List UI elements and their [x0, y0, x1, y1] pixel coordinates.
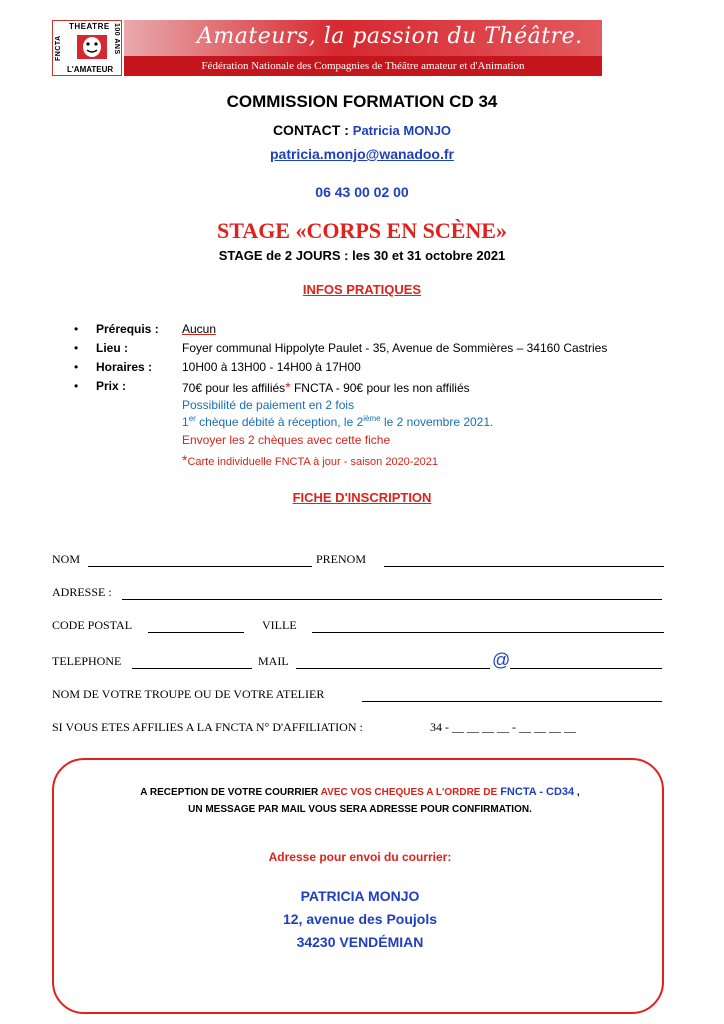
adresse-field[interactable]	[122, 599, 662, 600]
info-value	[182, 379, 470, 395]
carte-text: Carte individuelle FNCTA à jour - saison 2020-2021	[187, 456, 438, 468]
commission-title: COMMISSION FORMATION CD 34	[226, 92, 498, 111]
mailing-notice-box	[52, 758, 664, 1014]
cheque-mid: chèque débité à réception, le 2	[195, 415, 364, 429]
contact-email-link[interactable]: patricia.monjo@wanadoo.fr	[269, 146, 454, 162]
logo-side-text: FNCTA	[55, 35, 62, 61]
banner-subtitle: Fédération Nationale des Compagnies de Théâtre amateur et d'Animation	[124, 56, 602, 76]
bullet-icon: •	[74, 341, 79, 355]
paiement-note: Possibilité de paiement en 2 fois	[182, 398, 355, 412]
adresse-label: ADRESSE :	[52, 585, 112, 599]
contact-phone: 06 43 00 02 00	[315, 184, 409, 200]
troupe-field[interactable]	[362, 701, 662, 702]
contact-name: Patricia MONJO	[352, 123, 452, 138]
stage-dates: STAGE de 2 JOURS : les 30 et 31 octobre 2021	[218, 248, 506, 263]
fiche-inscription-heading: FICHE D'INSCRIPTION	[292, 490, 432, 505]
stage-title: STAGE «CORPS EN SCÈNE»	[217, 218, 507, 243]
telephone-label: TELEPHONE	[52, 654, 122, 668]
info-label: Prix :	[96, 379, 127, 393]
at-sign-icon: @	[492, 650, 511, 670]
address-title: Adresse pour envoi du courrier:	[268, 850, 452, 864]
mail-user-field[interactable]	[296, 668, 490, 669]
fncta-logo	[52, 20, 122, 76]
cheque-1-sup: er	[188, 414, 196, 423]
asterisk-mark: *	[285, 379, 291, 395]
mail-domain-field[interactable]	[510, 668, 662, 669]
info-label: Horaires :	[96, 360, 153, 374]
notice-msg1-b: AVEC VOS CHEQUES A L'ORDRE DE	[318, 787, 498, 798]
prix-part2: FNCTA - 90€ pour les non affiliés	[290, 381, 470, 395]
info-value: 10H00 à 13H00 - 14H00 à 17H00	[182, 360, 361, 374]
address-name: PATRICIA MONJO	[300, 888, 420, 904]
infos-pratiques-heading: INFOS PRATIQUES	[302, 282, 422, 297]
cheque-note	[182, 414, 493, 429]
cheque-2-sup: ième	[363, 414, 381, 423]
ville-label: VILLE	[262, 618, 297, 632]
notice-message-line1	[54, 786, 666, 798]
prenom-label: PRENOM	[316, 552, 367, 566]
contact-label: CONTACT :	[272, 122, 349, 138]
notice-message-line2: UN MESSAGE PAR MAIL VOUS SERA ADRESSE POUR CONFIRMATION.	[188, 804, 532, 815]
bullet-icon: •	[74, 379, 79, 393]
address-city: 34230 VENDÉMIAN	[296, 934, 424, 950]
info-label: Prérequis :	[96, 322, 159, 336]
mail-label: MAIL	[258, 654, 289, 668]
prenom-field[interactable]	[384, 566, 664, 567]
ville-field[interactable]	[312, 632, 664, 633]
notice-msg1-d: ,	[574, 787, 580, 798]
notice-msg1-a: A RECEPTION DE VOTRE COURRIER	[140, 787, 319, 798]
affiliation-label: SI VOUS ETES AFFILIES A LA FNCTA N° D'AFFILIATION :	[52, 720, 363, 734]
banner-slogan: Amateurs, la passion du Théâtre.	[197, 24, 583, 49]
cheque-1: 1	[182, 415, 189, 429]
notice-msg1-c: FNCTA - CD34	[497, 786, 575, 798]
nom-field[interactable]	[88, 566, 312, 567]
troupe-label: NOM DE VOTRE TROUPE OU DE VOTRE ATELIER	[52, 687, 325, 701]
code-postal-label: CODE POSTAL	[52, 618, 133, 632]
info-value: Aucun	[182, 322, 217, 336]
theatre-mask-icon	[77, 35, 107, 59]
envoyer-note: Envoyer les 2 chèques avec cette fiche	[182, 433, 391, 447]
header-banner	[52, 20, 602, 76]
code-postal-field[interactable]	[148, 632, 244, 633]
carte-note	[182, 452, 438, 468]
logo-bottom-text: L'AMATEUR	[67, 65, 114, 74]
nom-label: NOM	[52, 552, 81, 566]
contact-line	[0, 122, 724, 138]
address-street: 12, avenue des Poujols	[282, 911, 438, 927]
cheque-end: le 2 novembre 2021.	[380, 415, 494, 429]
bullet-icon: •	[74, 360, 79, 374]
asterisk-mark: *	[182, 452, 188, 468]
affiliation-field[interactable]: 34 - __ __ __ __ - __ __ __ __	[430, 720, 576, 734]
telephone-field[interactable]	[132, 668, 252, 669]
logo-years-text: 100 ANS	[113, 23, 120, 55]
bullet-icon: •	[74, 322, 79, 336]
prix-part1: 70€ pour les affiliés	[182, 381, 286, 395]
info-value: Foyer communal Hippolyte Paulet - 35, Avenue de Sommières – 34160 Castries	[182, 341, 608, 355]
info-label: Lieu :	[96, 341, 128, 355]
logo-top-text: THEATRE	[69, 22, 110, 31]
